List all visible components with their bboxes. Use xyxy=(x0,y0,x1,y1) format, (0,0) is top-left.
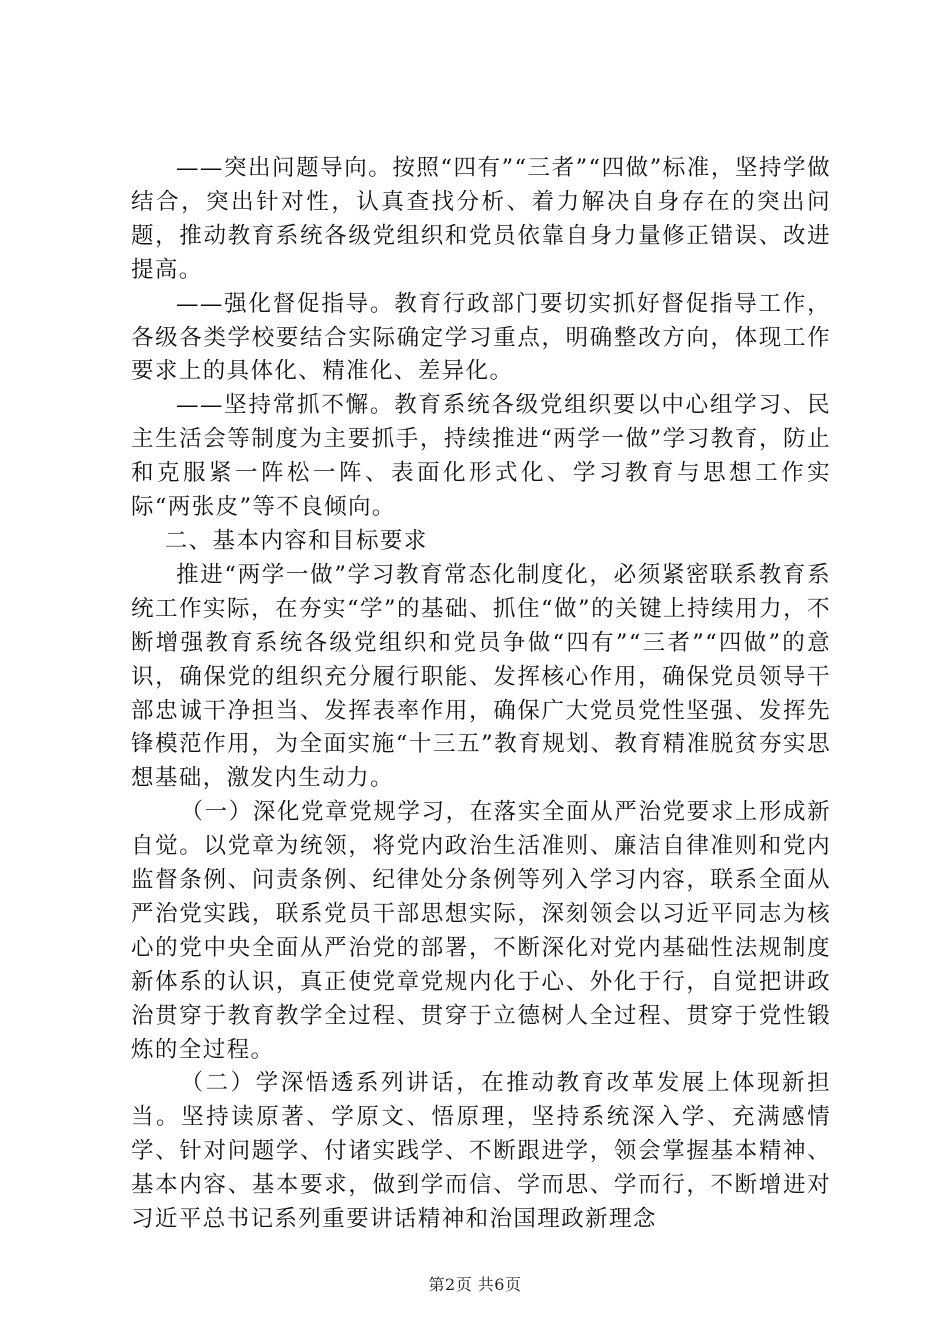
paragraph-intro: 推进“两学一做”学习教育常态化制度化，必须紧密联系教育系统工作实际，在夯实“学”的基础、抓住“做”的关键上持续用力，不断增强教育系统各级党组织和党员争做“四有”“三者”“四做”的意识，确保党的组织充分履行职能、发挥核心作用，确保党员领导干部忠诚干净担当、发挥表率作用，确保广大党员党性坚强、发挥先锋模范作用，为全面实施“十三五”教育规划、教育精准脱贫夯实思想基础，激发内生动力。 xyxy=(131,561,831,792)
paragraph-problem-orientation: ——突出问题导向。按照“四有”“三者”“四做”标准，坚持学做结合，突出针对性，认真查找分析、着力解决自身存在的突出问题，推动教育系统各级党组织和党员依靠自身力量修正错误、改进提高。 xyxy=(131,155,831,283)
page-footer: 第2页 共6页 xyxy=(428,1275,522,1294)
document-body xyxy=(131,152,831,1237)
section-heading: 二、基本内容和目标要求 xyxy=(164,527,428,554)
paragraph-item-2: （二）学深悟透系列讲话，在推动教育改革发展上体现新担当。坚持读原著、学原文、悟原理，坚持系统深入学、充满感情学、针对问题学、付诸实践学、不断跟进学，领会掌握基本精神、基本内容、基本要求，做到学而信、学而思、学而行，不断增进对习近平总书记系列重要讲话精神和治国理政新理念 xyxy=(131,1070,831,1233)
paragraph-supervision-guidance: ——强化督促指导。教育行政部门要切实抓好督促指导工作，各级各类学校要结合实际确定学习重点，明确整改方向，体现工作要求上的具体化、精准化、差异化。 xyxy=(131,290,831,385)
paragraph-item-1: （一）深化党章党规学习，在落实全面从严治党要求上形成新自觉。以党章为统领，将党内政治生活准则、廉洁自律准则和党内监督条例、问责条例、纪律处分条例等列入学习内容，联系全面从严治党实践，联系党员干部思想实际，深刻领会以习近平同志为核心的党中央全面从严治党的部署，不断深化对党内基础性法规制度新体系的认识，真正使党章党规内化于心、外化于行，自觉把讲政治贯穿于教育教学全过程、贯穿于立德树人全过程、贯穿于党性锻炼的全过程。 xyxy=(131,799,831,1063)
paragraph-persistent-effort: ——坚持常抓不懈。教育系统各级党组织要以中心组学习、民主生活会等制度为主要抓手，持续推进“两学一做”学习教育，防止和克服紧一阵松一阵、表面化形式化、学习教育与思想工作实际“两张皮”等不良倾向。 xyxy=(131,392,831,521)
